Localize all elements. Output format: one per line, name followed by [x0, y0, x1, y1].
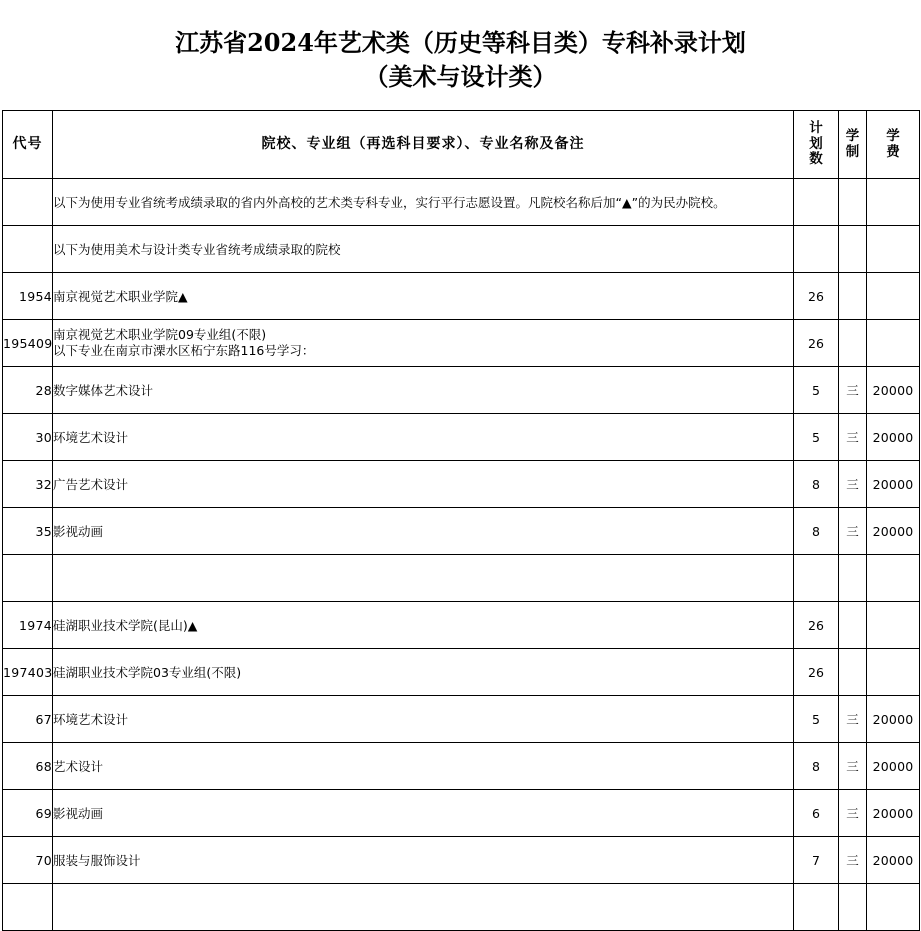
cell-plan-count: 6 [794, 790, 839, 837]
cell-code [3, 555, 53, 602]
cell-study-length [839, 555, 867, 602]
cell-name: 影视动画 [53, 508, 794, 555]
cell-tuition-fee: 20000 [867, 696, 920, 743]
cell-tuition-fee: 20000 [867, 414, 920, 461]
cell-plan-count: 26 [794, 602, 839, 649]
table-row [3, 602, 920, 649]
cell-tuition-fee [867, 320, 920, 367]
table-row [3, 555, 920, 602]
cell-plan-count [794, 226, 839, 273]
cell-code: 1954 [3, 273, 53, 320]
cell-name: 艺术设计 [53, 743, 794, 790]
cell-code: 30 [3, 414, 53, 461]
table-row [3, 414, 920, 461]
column-header-plan-char-2: 划 [809, 135, 823, 152]
table-header [3, 111, 920, 179]
cell-study-length [839, 226, 867, 273]
cell-code: 35 [3, 508, 53, 555]
cell-name: 南京视觉艺术职业学院▲ [53, 273, 794, 320]
cell-tuition-fee [867, 555, 920, 602]
cell-plan-count [794, 555, 839, 602]
table-row [3, 461, 920, 508]
cell-tuition-fee: 20000 [867, 367, 920, 414]
cell-code: 32 [3, 461, 53, 508]
table-row [3, 226, 920, 273]
cell-study-length [839, 273, 867, 320]
cell-code: 68 [3, 743, 53, 790]
cell-name: 硅湖职业技术学院03专业组(不限) [53, 649, 794, 696]
cell-code: 195409 [3, 320, 53, 367]
cell-study-length [839, 649, 867, 696]
cell-tuition-fee [867, 179, 920, 226]
cell-tuition-fee: 20000 [867, 461, 920, 508]
cell-plan-count [794, 884, 839, 931]
cell-name: 广告艺术设计 [53, 461, 794, 508]
cell-tuition-fee [867, 649, 920, 696]
admission-plan-table [2, 110, 920, 931]
cell-study-length: 三 [839, 414, 867, 461]
cell-plan-count: 5 [794, 367, 839, 414]
cell-name: 环境艺术设计 [53, 414, 794, 461]
cell-tuition-fee: 20000 [867, 508, 920, 555]
cell-plan-count: 8 [794, 508, 839, 555]
cell-code: 70 [3, 837, 53, 884]
cell-code: 67 [3, 696, 53, 743]
cell-name-line-1: 南京视觉艺术职业学院09专业组(不限) [53, 326, 267, 342]
cell-study-length [839, 320, 867, 367]
cell-name: 影视动画 [53, 790, 794, 837]
table-row [3, 320, 920, 367]
cell-name: 数字媒体艺术设计 [53, 367, 794, 414]
table-row [3, 273, 920, 320]
cell-code [3, 179, 53, 226]
column-header-code: 代号 [3, 111, 53, 179]
cell-tuition-fee [867, 884, 920, 931]
cell-study-length: 三 [839, 508, 867, 555]
cell-name [53, 884, 794, 931]
cell-code: 1974 [3, 602, 53, 649]
cell-name [53, 555, 794, 602]
cell-tuition-fee: 20000 [867, 790, 920, 837]
column-header-fee-char-1: 学 [886, 128, 900, 144]
cell-name: 以下为使用美术与设计类专业省统考成绩录取的院校 [53, 226, 794, 273]
table-row [3, 743, 920, 790]
column-header-plan-char-3: 数 [809, 151, 823, 168]
cell-name: 以下为使用专业省统考成绩录取的省内外高校的艺术类专科专业，实行平行志愿设置。凡院校名称后加“▲”的为民办院校。 [53, 179, 794, 226]
cell-name-lines [53, 327, 793, 360]
table-row [3, 696, 920, 743]
table-header-row [3, 111, 920, 179]
cell-tuition-fee [867, 602, 920, 649]
column-header-fee-char-2: 费 [886, 143, 900, 160]
cell-tuition-fee: 20000 [867, 743, 920, 790]
cell-plan-count: 5 [794, 414, 839, 461]
cell-study-length [839, 179, 867, 226]
column-header-plan [794, 111, 839, 179]
cell-study-length: 三 [839, 790, 867, 837]
cell-study-length [839, 884, 867, 931]
column-header-year-char-1: 学 [845, 128, 860, 144]
cell-study-length: 三 [839, 743, 867, 790]
cell-study-length: 三 [839, 837, 867, 884]
page-title-line-1: 江苏省2024年艺术类（历史等科目类）专科补录计划 [175, 28, 746, 57]
column-header-year-char-2: 制 [845, 143, 860, 160]
cell-plan-count [794, 179, 839, 226]
cell-plan-count: 5 [794, 696, 839, 743]
cell-name: 硅湖职业技术学院(昆山)▲ [53, 602, 794, 649]
plan-table-container [0, 110, 921, 931]
table-row [3, 367, 920, 414]
cell-plan-count: 8 [794, 461, 839, 508]
cell-code: 69 [3, 790, 53, 837]
table-row [3, 837, 920, 884]
cell-name: 服装与服饰设计 [53, 837, 794, 884]
cell-code: 28 [3, 367, 53, 414]
cell-plan-count: 26 [794, 273, 839, 320]
cell-study-length: 三 [839, 367, 867, 414]
cell-code [3, 226, 53, 273]
table-row [3, 179, 920, 226]
table-row [3, 884, 920, 931]
cell-study-length: 三 [839, 696, 867, 743]
cell-plan-count: 7 [794, 837, 839, 884]
cell-code: 197403 [3, 649, 53, 696]
table-row [3, 649, 920, 696]
page-title-line-2: （美术与设计类） [364, 62, 557, 91]
cell-plan-count: 26 [794, 320, 839, 367]
cell-code [3, 884, 53, 931]
cell-tuition-fee [867, 273, 920, 320]
cell-name-line-2: 以下专业在南京市溧水区柘宁东路116号学习： [53, 343, 315, 358]
column-header-year [839, 111, 867, 179]
table-row [3, 790, 920, 837]
cell-study-length [839, 602, 867, 649]
cell-tuition-fee [867, 226, 920, 273]
cell-tuition-fee: 20000 [867, 837, 920, 884]
column-header-name: 院校、专业组（再选科目要求）、专业名称及备注 [53, 111, 794, 179]
cell-study-length: 三 [839, 461, 867, 508]
cell-name [53, 320, 794, 367]
cell-name: 环境艺术设计 [53, 696, 794, 743]
cell-plan-count: 8 [794, 743, 839, 790]
page-title [0, 0, 921, 94]
table-row [3, 508, 920, 555]
column-header-plan-char-1: 计 [809, 120, 823, 137]
cell-plan-count: 26 [794, 649, 839, 696]
column-header-fee [867, 111, 920, 179]
table-body [3, 179, 920, 931]
